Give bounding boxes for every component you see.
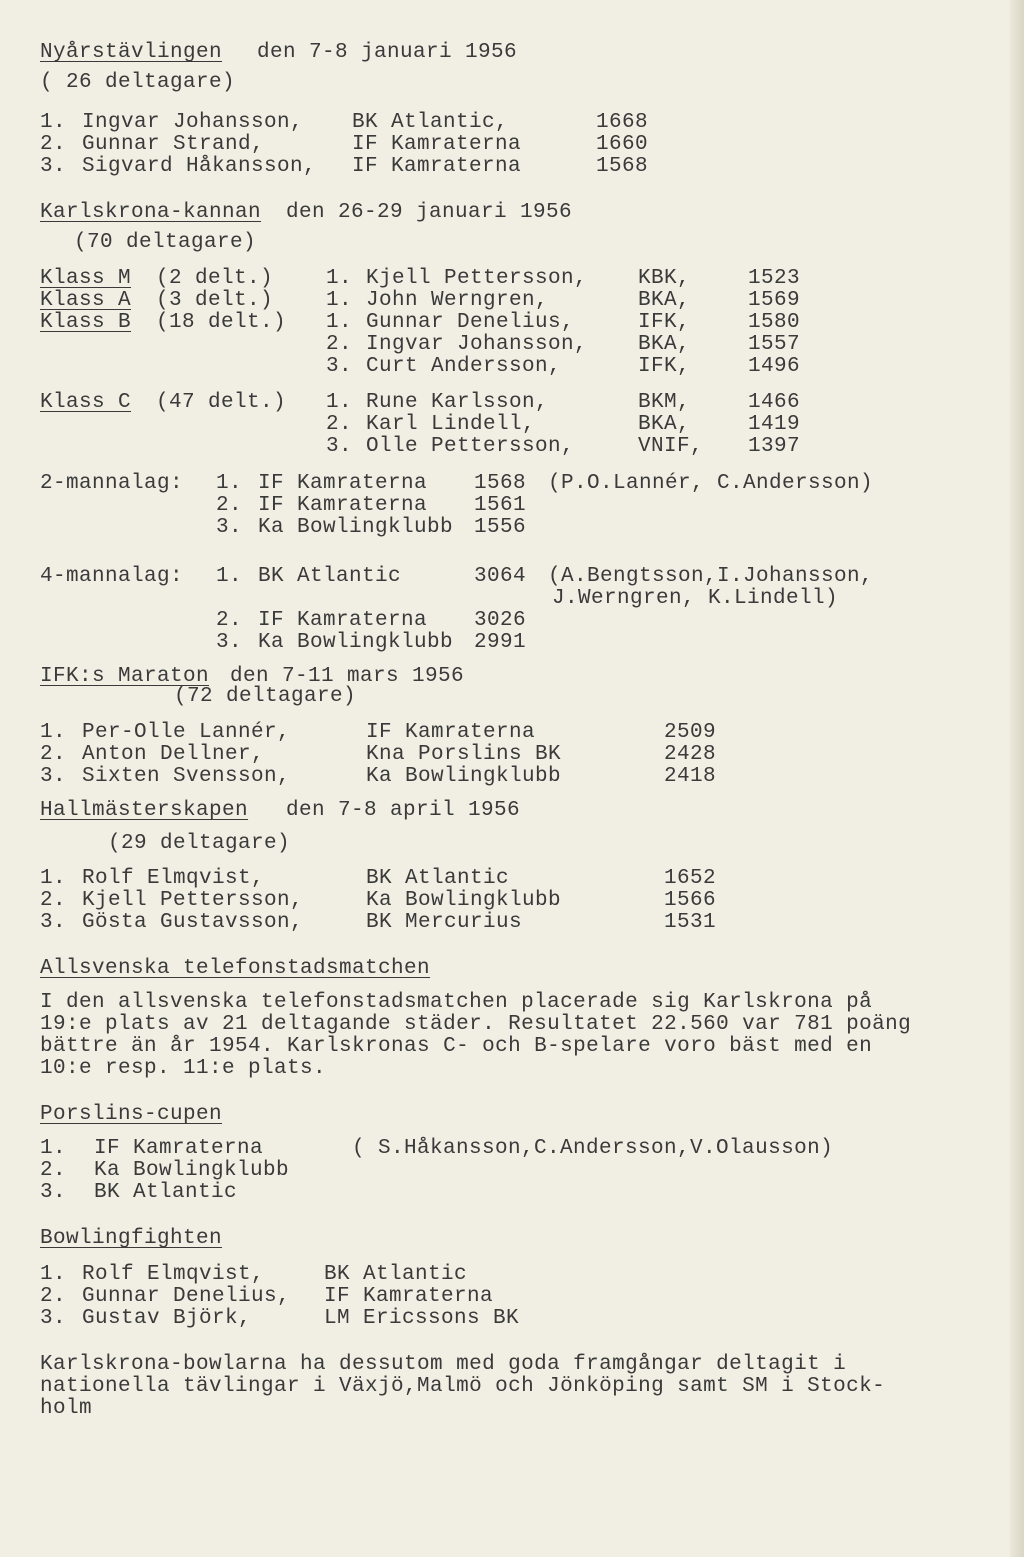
- s7-rank: 3.: [40, 1307, 67, 1330]
- s1-rank: 1.: [40, 111, 67, 134]
- s5-line: 10:e resp. 11:e plats.: [40, 1057, 327, 1080]
- s3-score: 2428: [664, 743, 717, 766]
- team-name: IF Kamraterna: [258, 472, 428, 495]
- s4-club: BK Mercurius: [366, 911, 523, 934]
- s5-line: bättre än år 1954. Karlskronas C- och B-spelare voro bäst med en: [40, 1035, 873, 1058]
- team-rank: 2.: [216, 609, 243, 632]
- s4-name: Rolf Elmqvist,: [82, 867, 265, 890]
- team-members: (A.Bengtsson,I.Johansson,: [548, 565, 874, 588]
- s4-rank: 3.: [40, 911, 67, 934]
- class-name: Karl Lindell,: [366, 413, 536, 436]
- s4-rank: 1.: [40, 867, 67, 890]
- s3-club: Kna Porslins BK: [366, 743, 562, 766]
- s3-score: 2418: [664, 765, 717, 788]
- s1-club: IF Kamraterna: [352, 133, 522, 156]
- s6-team: IF Kamraterna: [94, 1137, 264, 1160]
- s3-name: Per-Olle Lannér,: [82, 721, 291, 744]
- class-label: Klass A: [40, 289, 132, 312]
- s7-club: IF Kamraterna: [324, 1285, 494, 1308]
- s3-score: 2509: [664, 721, 717, 744]
- s2-participants: (70 deltagare): [74, 231, 257, 254]
- s3-participants: (72 deltagare): [174, 685, 357, 708]
- team-rank: 1.: [216, 472, 243, 495]
- s5-line: I den allsvenska telefonstadsmatchen placerade sig Karlskrona på: [40, 991, 873, 1014]
- s6-rank: 3.: [40, 1181, 67, 1204]
- s7-club: LM Ericssons BK: [324, 1307, 520, 1330]
- team-score: 3064: [474, 565, 527, 588]
- class-count: (18 delt.): [156, 311, 287, 334]
- s3-name: Sixten Svensson,: [82, 765, 291, 788]
- class-club: IFK,: [638, 311, 691, 334]
- s7-rank: 2.: [40, 1285, 67, 1308]
- s6-rank: 2.: [40, 1159, 67, 1182]
- s4-score: 1652: [664, 867, 717, 890]
- team-name: Ka Bowlingklubb: [258, 516, 454, 539]
- s7-name: Gunnar Denelius,: [82, 1285, 291, 1308]
- s1-participants: ( 26 deltagare): [40, 71, 236, 94]
- s3-club: Ka Bowlingklubb: [366, 765, 562, 788]
- class-score: 1466: [748, 391, 801, 414]
- two-man-label: 2-mannalag:: [40, 472, 184, 495]
- team-rank: 2.: [216, 494, 243, 517]
- class-rank: 2.: [326, 333, 353, 356]
- closing-line: Karlskrona-bowlarna ha dessutom med goda framgångar deltagit i: [40, 1353, 847, 1376]
- class-club: BKA,: [638, 289, 691, 312]
- closing-line: holm: [40, 1397, 93, 1420]
- class-name: Kjell Pettersson,: [366, 267, 588, 290]
- s2-date: den 26-29 januari 1956: [286, 201, 573, 224]
- s6-rank: 1.: [40, 1137, 67, 1160]
- class-club: IFK,: [638, 355, 691, 378]
- s3-club: IF Kamraterna: [366, 721, 536, 744]
- s1-date: den 7-8 januari 1956: [257, 41, 518, 64]
- class-score: 1397: [748, 435, 801, 458]
- s4-rank: 2.: [40, 889, 67, 912]
- team-members-cont: J.Werngren, K.Lindell): [552, 587, 839, 610]
- class-score: 1580: [748, 311, 801, 334]
- s6-members: ( S.Håkansson,C.Andersson,V.Olausson): [352, 1137, 834, 1160]
- s1-score: 1668: [596, 111, 649, 134]
- s4-name: Gösta Gustavsson,: [82, 911, 304, 934]
- class-score: 1569: [748, 289, 801, 312]
- class-club: BKM,: [638, 391, 691, 414]
- class-rank: 1.: [326, 311, 353, 334]
- team-members: (P.O.Lannér, C.Andersson): [548, 472, 874, 495]
- s4-club: Ka Bowlingklubb: [366, 889, 562, 912]
- team-name: Ka Bowlingklubb: [258, 631, 454, 654]
- class-rank: 1.: [326, 267, 353, 290]
- team-rank: 3.: [216, 516, 243, 539]
- s3-rank: 1.: [40, 721, 67, 744]
- s7-title: Bowlingfighten: [40, 1227, 223, 1250]
- s5-line: 19:e plats av 21 deltagande städer. Resultatet 22.560 var 781 poäng: [40, 1013, 912, 1036]
- class-score: 1557: [748, 333, 801, 356]
- closing-line: nationella tävlingar i Växjö,Malmö och Jönköping samt SM i Stock-: [40, 1375, 886, 1398]
- class-club: VNIF,: [638, 435, 704, 458]
- s7-club: BK Atlantic: [324, 1263, 468, 1286]
- s1-score: 1568: [596, 155, 649, 178]
- s1-name: Gunnar Strand,: [82, 133, 265, 156]
- s4-score: 1566: [664, 889, 717, 912]
- four-man-label: 4-mannalag:: [40, 565, 184, 588]
- s4-score: 1531: [664, 911, 717, 934]
- class-club: KBK,: [638, 267, 691, 290]
- team-name: IF Kamraterna: [258, 609, 428, 632]
- s3-title: IFK:s Maraton: [40, 665, 210, 688]
- class-count: (3 delt.): [156, 289, 274, 312]
- class-name: Curt Andersson,: [366, 355, 562, 378]
- s1-score: 1660: [596, 133, 649, 156]
- class-score: 1496: [748, 355, 801, 378]
- team-name: IF Kamraterna: [258, 494, 428, 517]
- class-name: John Werngren,: [366, 289, 549, 312]
- class-rank: 3.: [326, 355, 353, 378]
- team-name: BK Atlantic: [258, 565, 402, 588]
- team-score: 1568: [474, 472, 527, 495]
- team-score: 3026: [474, 609, 527, 632]
- s4-club: BK Atlantic: [366, 867, 510, 890]
- class-count: (2 delt.): [156, 267, 274, 290]
- class-label: Klass B: [40, 311, 132, 334]
- class-rank: 1.: [326, 289, 353, 312]
- class-club: BKA,: [638, 333, 691, 356]
- s1-name: Sigvard Håkansson,: [82, 155, 317, 178]
- team-rank: 1.: [216, 565, 243, 588]
- s6-team: Ka Bowlingklubb: [94, 1159, 290, 1182]
- s1-title: Nyårstävlingen: [40, 41, 223, 64]
- s1-rank: 3.: [40, 155, 67, 178]
- team-score: 1556: [474, 516, 527, 539]
- s6-title: Porslins-cupen: [40, 1103, 223, 1126]
- class-rank: 2.: [326, 413, 353, 436]
- s3-rank: 2.: [40, 743, 67, 766]
- class-label: Klass C: [40, 391, 132, 414]
- class-name: Rune Karlsson,: [366, 391, 549, 414]
- s4-participants: (29 deltagare): [108, 832, 291, 855]
- class-rank: 3.: [326, 435, 353, 458]
- class-name: Gunnar Denelius,: [366, 311, 575, 334]
- s4-date: den 7-8 april 1956: [286, 799, 521, 822]
- class-label: Klass M: [40, 267, 132, 290]
- s1-club: BK Atlantic,: [352, 111, 509, 134]
- s7-name: Gustav Björk,: [82, 1307, 252, 1330]
- s7-rank: 1.: [40, 1263, 67, 1286]
- team-score: 1561: [474, 494, 527, 517]
- class-score: 1523: [748, 267, 801, 290]
- s2-title: Karlskrona-kannan: [40, 201, 262, 224]
- class-count: (47 delt.): [156, 391, 287, 414]
- s1-rank: 2.: [40, 133, 67, 156]
- s3-name: Anton Dellner,: [82, 743, 265, 766]
- class-club: BKA,: [638, 413, 691, 436]
- s4-name: Kjell Pettersson,: [82, 889, 304, 912]
- paper-edge: [1010, 0, 1024, 1557]
- s6-team: BK Atlantic: [94, 1181, 238, 1204]
- class-rank: 1.: [326, 391, 353, 414]
- team-score: 2991: [474, 631, 527, 654]
- class-name: Olle Pettersson,: [366, 435, 575, 458]
- class-score: 1419: [748, 413, 801, 436]
- team-rank: 3.: [216, 631, 243, 654]
- class-name: Ingvar Johansson,: [366, 333, 588, 356]
- s3-rank: 3.: [40, 765, 67, 788]
- s7-name: Rolf Elmqvist,: [82, 1263, 265, 1286]
- s1-club: IF Kamraterna: [352, 155, 522, 178]
- s4-title: Hallmästerskapen: [40, 799, 249, 822]
- s1-name: Ingvar Johansson,: [82, 111, 304, 134]
- s5-title: Allsvenska telefonstadsmatchen: [40, 957, 431, 980]
- s3-date: den 7-11 mars 1956: [230, 665, 465, 688]
